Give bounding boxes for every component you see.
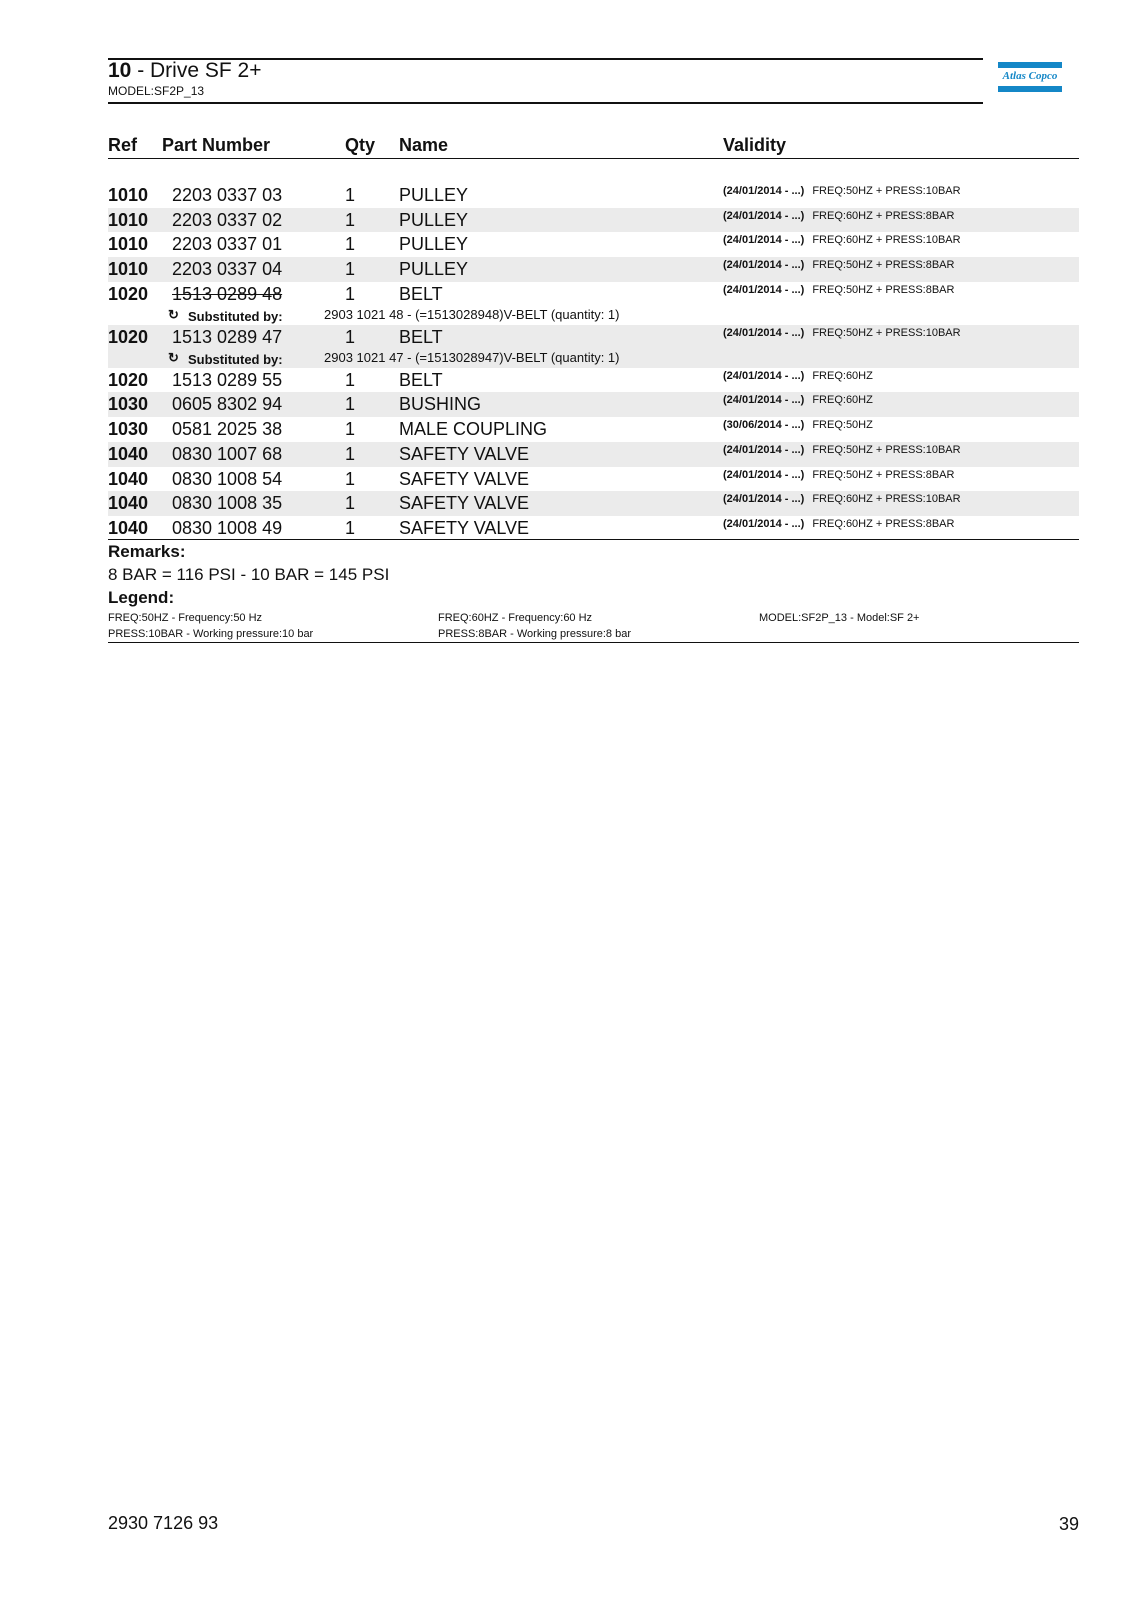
column-header-qty: Qty [345,135,376,155]
part-validity [723,517,954,531]
table-row [108,417,1079,442]
part-validity [723,209,954,223]
legend-item: FREQ:60HZ - Frequency:60 Hz [438,612,593,624]
validity-date: (24/01/2014 - ...) [723,468,805,481]
part-qty: 1 [345,443,356,464]
remarks-text: 8 BAR = 116 PSI - 10 BAR = 145 PSI [108,565,390,584]
validity-date: (24/01/2014 - ...) [723,369,805,382]
part-name: BELT [399,369,443,390]
part-name: BELT [399,326,443,347]
part-number: 2203 0337 03 [172,185,283,205]
table-row [108,232,1079,257]
refresh-icon: ↻ [168,349,179,365]
validity-condition: FREQ:60HZ + PRESS:10BAR [812,234,961,247]
refresh-icon: ↻ [168,306,179,322]
part-name: BUSHING [399,394,482,415]
validity-date: (24/01/2014 - ...) [723,443,805,456]
table-row [108,325,1079,368]
part-name: MALE COUPLING [399,419,548,440]
table-row [108,208,1079,233]
part-validity [723,369,873,383]
column-header-rule [108,158,1079,159]
part-number: 0605 8302 94 [172,394,283,415]
part-qty: 1 [345,209,356,230]
legend-heading: Legend: [108,588,175,607]
parts-table [108,183,1079,541]
legend-item: FREQ:50HZ - Frequency:50 Hz [108,612,263,624]
substituted-by-label: Substituted by: [188,351,283,367]
part-ref: 1040 [108,493,149,514]
validity-condition: FREQ:60HZ + PRESS:8BAR [812,209,955,222]
table-row [108,392,1079,417]
table-row [108,467,1079,492]
header-bottom-rule [108,102,983,104]
part-validity [723,468,954,482]
part-ref: 1040 [108,468,149,489]
logo-bottom-bar [998,86,1062,92]
table-bottom-rule [108,539,1079,540]
part-ref: 1010 [108,185,149,205]
validity-date: (24/01/2014 - ...) [723,326,805,339]
legend-item: PRESS:8BAR - Working pressure:8 bar [438,628,631,640]
part-number: 0830 1007 68 [172,443,283,464]
part-validity [723,418,873,432]
part-name: SAFETY VALVE [399,517,530,538]
part-validity [723,326,961,340]
part-number: 1513 0289 48 [172,283,283,304]
legend-item: MODEL:SF2P_13 - Model:SF 2+ [759,612,920,624]
part-qty: 1 [345,517,356,538]
document-number: 2930 7126 93 [108,1513,219,1533]
part-qty: 1 [345,394,356,415]
legend-item: PRESS:10BAR - Working pressure:10 bar [108,628,314,640]
part-ref: 1010 [108,234,149,255]
table-row [108,491,1079,516]
part-number: 2203 0337 01 [172,234,283,255]
validity-condition: FREQ:50HZ + PRESS:10BAR [812,326,961,339]
part-name: PULLEY [399,209,469,230]
column-header-ref: Ref [108,135,138,155]
validity-date: (24/01/2014 - ...) [723,283,805,296]
page-number: 39 [1058,1514,1079,1534]
part-name: BELT [399,283,443,304]
validity-date: (24/01/2014 - ...) [723,259,805,272]
substitution-line [108,349,1079,367]
part-validity [723,258,954,272]
substitute-part: 2903 1021 48 - (=1513028948)V-BELT (quantity: 1) [324,306,620,322]
logo-top-bar [998,62,1062,68]
validity-condition: FREQ:50HZ [812,419,873,432]
validity-condition: FREQ:60HZ + PRESS:8BAR [812,517,955,530]
part-name: PULLEY [399,185,469,205]
part-qty: 1 [345,283,356,304]
substitute-part: 2903 1021 47 - (=1513028947)V-BELT (quantity: 1) [324,349,620,365]
part-name: SAFETY VALVE [399,443,530,464]
page-title [108,58,261,84]
validity-condition: FREQ:60HZ + PRESS:10BAR [812,493,961,506]
part-ref: 1020 [108,369,149,390]
part-qty: 1 [345,259,356,280]
model-subtitle: MODEL:SF2P_13 [108,84,205,98]
validity-condition: FREQ:50HZ + PRESS:8BAR [812,259,955,272]
column-header-validity: Validity [723,135,787,155]
part-number: 2203 0337 04 [172,259,283,280]
atlas-copco-logo [998,62,1062,96]
validity-condition: FREQ:60HZ [812,394,873,407]
validity-date: (24/01/2014 - ...) [723,517,805,530]
part-qty: 1 [345,419,356,440]
table-row [108,368,1079,393]
validity-date: (24/01/2014 - ...) [723,185,805,197]
part-number: 1513 0289 47 [172,326,283,347]
part-ref: 1040 [108,517,149,538]
validity-date: (24/01/2014 - ...) [723,209,805,222]
part-validity [723,443,961,457]
part-number: 0830 1008 54 [172,468,283,489]
validity-condition: FREQ:50HZ + PRESS:8BAR [812,283,955,296]
part-ref: 1010 [108,209,149,230]
part-number: 0830 1008 35 [172,493,283,514]
validity-condition: FREQ:50HZ + PRESS:8BAR [812,468,955,481]
validity-date: (24/01/2014 - ...) [723,234,805,247]
logo-text: Atlas Copco [1002,70,1058,82]
table-row [108,442,1079,467]
substitution-line [108,306,1079,324]
legend-bottom-rule [108,642,1079,643]
table-row [108,257,1079,282]
part-validity [723,393,873,407]
part-qty: 1 [345,493,356,514]
part-validity [723,492,961,506]
part-ref: 1010 [108,259,149,280]
table-row [108,183,1079,208]
part-qty: 1 [345,185,356,205]
column-header-name: Name [399,135,449,155]
substituted-by-label: Substituted by: [188,308,283,324]
part-qty: 1 [345,369,356,390]
table-row [108,282,1079,325]
part-ref: 1030 [108,394,149,415]
part-qty: 1 [345,234,356,255]
part-validity [723,283,954,297]
part-ref: 1030 [108,419,149,440]
validity-date: (30/06/2014 - ...) [723,419,805,432]
validity-date: (24/01/2014 - ...) [723,394,805,407]
part-name: PULLEY [399,234,469,255]
validity-condition: FREQ:50HZ + PRESS:10BAR [812,443,961,456]
part-ref: 1040 [108,443,149,464]
part-number: 0830 1008 49 [172,517,283,538]
part-validity [723,184,961,198]
section-title: - Drive SF 2+ [131,59,262,82]
remarks-heading: Remarks: [108,542,186,561]
part-name: SAFETY VALVE [399,468,530,489]
part-ref: 1020 [108,283,149,304]
section-number: 10 [108,59,132,82]
part-qty: 1 [345,326,356,347]
validity-condition: FREQ:50HZ + PRESS:10BAR [812,185,961,197]
validity-date: (24/01/2014 - ...) [723,493,805,506]
part-name: PULLEY [399,259,469,280]
part-name: SAFETY VALVE [399,493,530,514]
validity-condition: FREQ:60HZ [812,369,873,382]
part-number: 2203 0337 02 [172,209,283,230]
part-number: 0581 2025 38 [172,419,283,440]
part-ref: 1020 [108,326,149,347]
column-header-part-number: Part Number [162,135,271,155]
part-number: 1513 0289 55 [172,369,283,390]
part-validity [723,233,961,247]
part-qty: 1 [345,468,356,489]
table-row [108,516,1079,541]
